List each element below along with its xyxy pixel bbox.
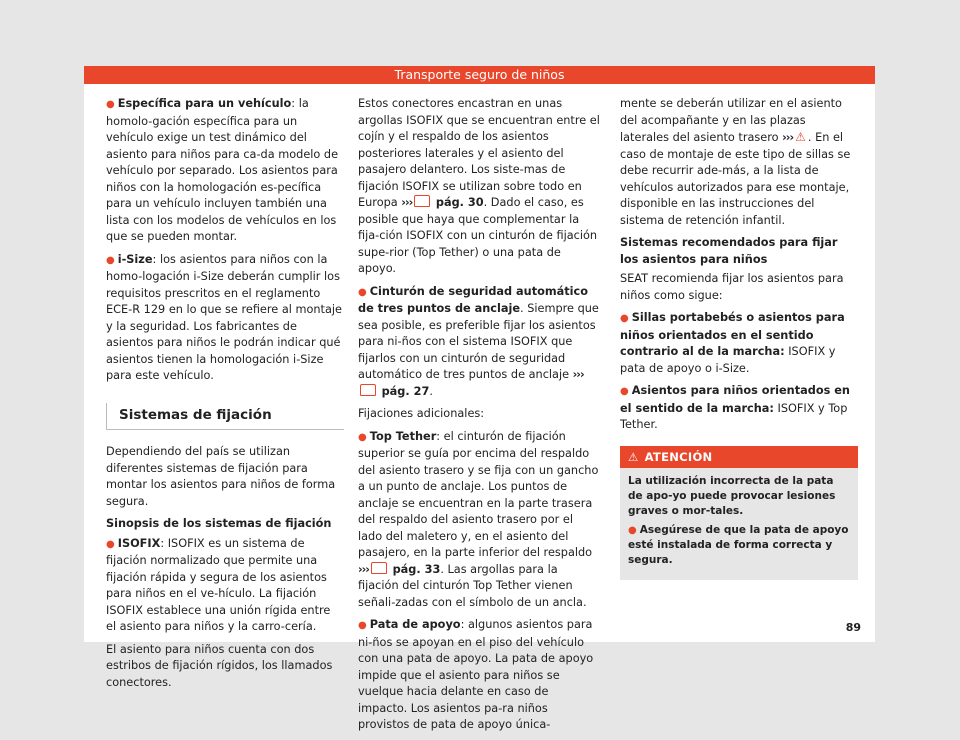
- reference-arrows: ›››: [572, 368, 584, 381]
- column-1: [106, 96, 344, 697]
- paragraph: Fijaciones adicionales:: [358, 407, 485, 420]
- book-reference-icon: [371, 562, 387, 574]
- page-reference-link[interactable]: pág. 33: [392, 562, 441, 576]
- bullet-item: ● ISOFIX: ISOFIX es un sistema de fijación normalizado que permite una fijación rápida y segura de los asientos para niños en el ve-hículo. La fijación ISOFIX establece una unión rígida entre el asiento para niños y la carro-cería.: [106, 536, 331, 633]
- subheading: Sinopsis de los sistemas de fijación: [106, 517, 332, 530]
- page-reference-link[interactable]: pág. 27: [381, 384, 430, 398]
- page-reference-link[interactable]: pág. 30: [435, 196, 484, 209]
- bullet-icon: ●: [358, 620, 367, 631]
- bullet-icon: ●: [358, 431, 367, 443]
- paragraph: SEAT recomienda fijar los asientos para niños como sigue:: [620, 272, 844, 302]
- bullet-icon: ●: [620, 313, 629, 324]
- warning-box: [620, 446, 858, 581]
- warning-triangle-icon[interactable]: ⚠: [795, 130, 806, 144]
- bullet-item: ● Pata de apoyo: algunos asientos para ni-ños se apoyan en el piso del vehículo con una pata de apoyo. La pata de apoyo impide que el asiento para niños se vuelque hacia delante en caso de impacto. Los asientos pa-ra niños provistos de pata de apoyo única-: [358, 618, 594, 731]
- bullet-item: ● Top Tether: el cinturón de fijación superior se guía por encima del respaldo del asiento trasero y se fija con un gancho a un punto de anclaje. Los puntos de anclaje se encuentran en la parte trasera del respaldo del asiento trasero por el lado del maletero y, en el asiento del pasajero, en la parte inferior del respaldo ››› pág. 33. Las argollas para la fijación del cinturón Top Tether vienen señali-zadas con el símbolo de un ancla.: [358, 429, 599, 609]
- paragraph: El asiento para niños cuenta con dos estribos de fijación rígidos, los llamados conectores.: [106, 642, 333, 689]
- column-3: [620, 96, 858, 580]
- column-2: [358, 96, 600, 740]
- reference-arrows: ›››: [358, 562, 369, 576]
- reference-arrows: ›››: [401, 196, 413, 209]
- header-title: Transporte seguro de niños: [394, 67, 565, 82]
- book-reference-icon: [360, 384, 376, 396]
- bullet-icon: ●: [628, 525, 637, 536]
- warning-header: [620, 446, 858, 469]
- warning-triangle-icon: ⚠: [628, 449, 639, 464]
- bullet-item: ● Asientos para niños orientados en el sentido de la marcha: ISOFIX y Top Tether.: [620, 384, 850, 431]
- reference-arrows: ›››: [782, 131, 794, 144]
- bullet-icon: ●: [620, 386, 629, 397]
- bullet-icon: ●: [358, 286, 367, 298]
- warning-title: ATENCIÓN: [644, 449, 713, 464]
- warning-text: La utilización incorrecta de la pata de apo-yo puede provocar lesiones graves o mor-tales.: [628, 475, 836, 517]
- warning-body: [620, 468, 858, 580]
- book-reference-icon: [414, 195, 430, 207]
- bullet-item: ● Sillas portabebés o asientos para niños orientados en el sentido contrario al de la marcha: ISOFIX y pata de apoyo o i-Size.: [620, 311, 845, 375]
- page-header: [84, 66, 875, 84]
- paragraph: Dependiendo del país se utilizan diferentes sistemas de fijación para montar los asientos para niños de forma segura.: [106, 445, 336, 508]
- bullet-icon: ●: [106, 538, 115, 550]
- bullet-icon: ●: [106, 99, 115, 110]
- bullet-icon: ●: [106, 254, 115, 266]
- paragraph: mente se deberán utilizar en el asiento del acompañante y en las plazas laterales del asiento trasero ››› ⚠ . En el caso de montaje de este tipo de sillas se debe recurrir ade-más, a la lista de vehículos autorizados para ese montaje, disponible en las instrucciones del sistema de retención infantil.: [620, 97, 851, 227]
- paragraph: Estos conectores encastran en unas argollas ISOFIX que se encuentran entre el cojín y el respaldo de los asientos posteriores laterales y el asiento del pasajero delantero. Los siste-mas de fijación ISOFIX se utilizan sobre todo en Europa ››› pág. 30. Dado el caso, es posible que haya que complementar la fija-ción ISOFIX con un cinturón de fijación supe-rior (Top Tether) o una pata de apoyo.: [358, 97, 600, 275]
- bullet-item: ● Cinturón de seguridad automático de tres puntos de anclaje. Siempre que sea posible, es preferible fijar los asientos para ni-ños con el sistema ISOFIX que fijarlos con un cinturón de seguridad automático de tres puntos de anclaje ››› pág. 27.: [358, 284, 599, 398]
- bullet-item: ● Específica para un vehículo: la homolo-gación específica para un vehículo exige un test dinámico del asiento para niños para ca-da modelo de vehículo por separado. Los asientos para niños con la homologación es-pecífica para un vehículo incluyen también una lista con los modelos de vehículos en los que se pueden montar.: [106, 97, 339, 243]
- manual-page: [84, 66, 875, 731]
- subheading: Sistemas recomendados para fijar los asientos para niños: [620, 236, 838, 266]
- bullet-item: ● i-Size: los asientos para niños con la homo-logación i-Size deberán cumplir los requisitos prescritos en el reglamento ECE-R 129 en lo que se refiere al montaje y la seguridad. Los fabricantes de asientos para niños le podrán indicar qué asientos tienen la homologación i-Size para este vehículo.: [106, 252, 342, 382]
- warning-bullet-item: ● Asegúrese de que la pata de apoyo esté instalada de forma correcta y segura.: [628, 524, 849, 566]
- section-title: Sistemas de fijación: [106, 403, 344, 431]
- page-number: 89: [845, 621, 861, 634]
